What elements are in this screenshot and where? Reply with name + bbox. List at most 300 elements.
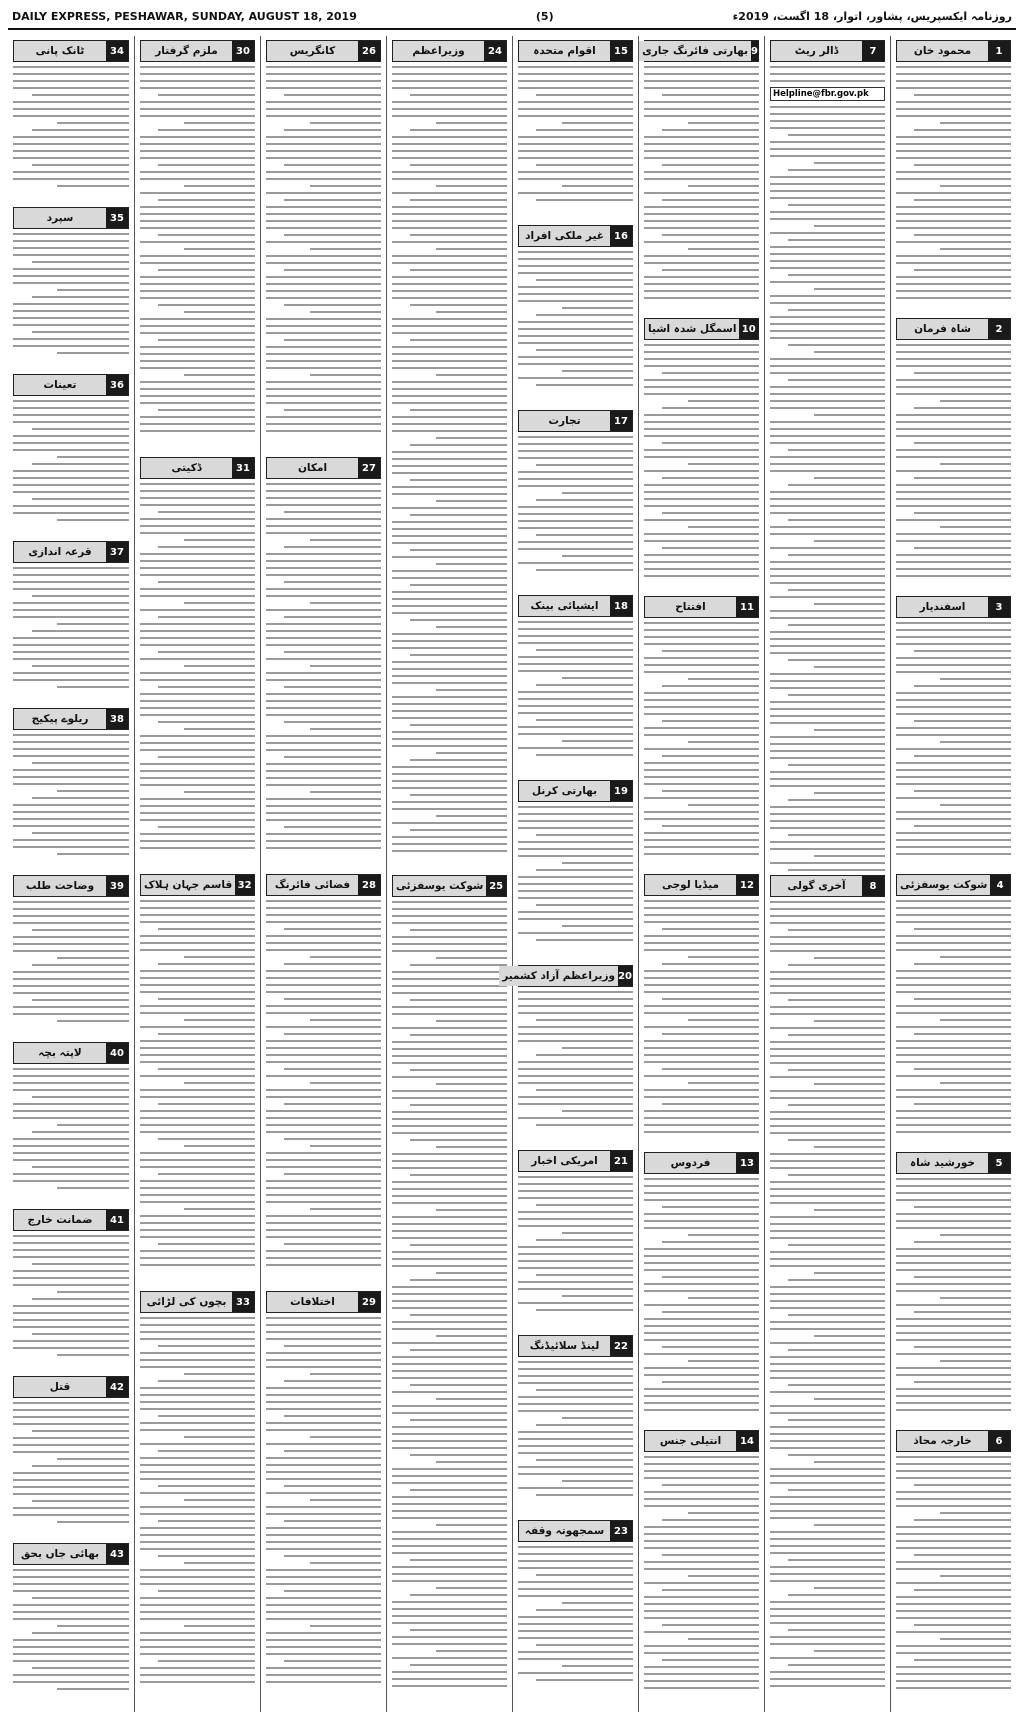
- text-line: [518, 841, 633, 843]
- text-line: [914, 1519, 1011, 1521]
- text-line: [644, 1131, 759, 1133]
- story-number: 39: [106, 876, 128, 896]
- text-line: [392, 745, 507, 747]
- text-line: [518, 820, 633, 822]
- text-line: [896, 991, 1011, 993]
- text-line: [13, 1653, 129, 1655]
- text-line: [518, 506, 633, 508]
- text-line: [896, 143, 1011, 145]
- text-line: [266, 1681, 381, 1683]
- text-line: [770, 1685, 885, 1687]
- text-line: [562, 307, 633, 309]
- text-line: [140, 1401, 255, 1403]
- text-line: [770, 1097, 885, 1099]
- news-story: [518, 1520, 633, 1699]
- text-line: [392, 206, 507, 208]
- text-line: [140, 532, 255, 534]
- text-line: [57, 1688, 129, 1690]
- text-line: [770, 190, 885, 192]
- text-line: [814, 1020, 885, 1022]
- text-line: [518, 1651, 633, 1653]
- text-line: [788, 1034, 885, 1036]
- text-line: [266, 430, 381, 432]
- text-line: [518, 450, 633, 452]
- text-line: [536, 1124, 633, 1126]
- text-line: [896, 1477, 1011, 1479]
- text-line: [896, 262, 1011, 264]
- text-line: [140, 423, 255, 425]
- text-line: [140, 1569, 255, 1571]
- text-line: [644, 101, 759, 103]
- text-line: [392, 971, 507, 973]
- text-line: [644, 213, 759, 215]
- text-line: [13, 755, 129, 757]
- text-line: [814, 1083, 885, 1085]
- text-line: [32, 1465, 129, 1467]
- text-line: [644, 435, 759, 437]
- text-line: [896, 1227, 1011, 1229]
- text-line: [788, 239, 885, 241]
- story-number: 17: [610, 411, 632, 431]
- story-headline: آخری گولی: [771, 876, 862, 896]
- text-line: [13, 1347, 129, 1349]
- text-line: [518, 548, 633, 550]
- text-line: [518, 1103, 633, 1105]
- text-line: [518, 1068, 633, 1070]
- text-line: [392, 640, 507, 642]
- text-line: [518, 1546, 633, 1548]
- text-line: [436, 311, 507, 313]
- text-line: [266, 900, 381, 902]
- text-line: [770, 1230, 885, 1232]
- story-headline: ملزم گرفتار: [141, 41, 232, 61]
- text-line: [13, 1235, 129, 1237]
- text-line: [788, 1244, 885, 1246]
- text-line: [13, 80, 129, 82]
- text-line: [896, 386, 1011, 388]
- story-headline: وزیراعظم: [393, 41, 484, 61]
- text-line: [662, 1206, 759, 1208]
- text-line: [266, 935, 381, 937]
- text-line: [13, 512, 129, 514]
- text-line: [644, 575, 759, 577]
- text-line: [896, 1026, 1011, 1028]
- text-line: [266, 1194, 381, 1196]
- text-line: [310, 1562, 381, 1564]
- text-line: [266, 1639, 381, 1641]
- text-line: [266, 644, 381, 646]
- text-line: [896, 1269, 1011, 1271]
- text-line: [770, 498, 885, 500]
- text-line: [13, 1006, 129, 1008]
- text-line: [140, 1352, 255, 1354]
- text-line: [518, 1581, 633, 1583]
- text-line: [266, 970, 381, 972]
- text-line: [392, 985, 507, 987]
- text-line: [814, 288, 885, 290]
- text-line: [140, 1005, 255, 1007]
- text-line: [392, 353, 507, 355]
- text-line: [266, 700, 381, 702]
- story-headline: فردوس: [645, 1153, 736, 1173]
- text-line: [266, 553, 381, 555]
- text-line: [518, 73, 633, 75]
- text-line: [788, 519, 885, 521]
- text-line: [392, 451, 507, 453]
- text-line: [896, 949, 1011, 951]
- text-line: [644, 970, 759, 972]
- text-line: [770, 908, 885, 910]
- text-line: [914, 512, 1011, 514]
- text-line: [13, 908, 129, 910]
- text-line: [392, 915, 507, 917]
- text-line: [392, 192, 507, 194]
- text-line: [266, 1047, 381, 1049]
- text-line: [392, 227, 507, 229]
- text-line: [266, 784, 381, 786]
- story-header: [770, 40, 885, 62]
- text-line: [896, 568, 1011, 570]
- text-line: [770, 512, 885, 514]
- text-line: [536, 534, 633, 536]
- story-body: [518, 1361, 633, 1496]
- text-line: [662, 1103, 759, 1105]
- text-line: [13, 407, 129, 409]
- news-story: [896, 1152, 1011, 1424]
- text-line: [13, 1082, 129, 1084]
- text-line: [184, 728, 255, 730]
- text-line: [518, 1452, 633, 1454]
- text-line: [140, 1152, 255, 1154]
- text-line: [518, 1403, 633, 1405]
- text-line: [140, 1159, 255, 1161]
- text-line: [644, 554, 759, 556]
- story-headline: انتیلی جنس: [645, 1431, 736, 1451]
- story-body: [896, 344, 1011, 577]
- text-line: [140, 108, 255, 110]
- text-line: [13, 672, 129, 674]
- story-number: 8: [862, 876, 884, 896]
- text-line: [518, 328, 633, 330]
- text-line: [13, 254, 129, 256]
- text-line: [644, 1040, 759, 1042]
- text-line: [436, 689, 507, 691]
- text-line: [814, 855, 885, 857]
- text-line: [562, 1665, 633, 1667]
- text-line: [13, 442, 129, 444]
- text-line: [13, 734, 129, 736]
- text-line: [13, 616, 129, 618]
- text-line: [914, 442, 1011, 444]
- story-header: [770, 875, 885, 897]
- text-line: [266, 1026, 381, 1028]
- text-line: [518, 1082, 633, 1084]
- text-line: [770, 463, 885, 465]
- text-line: [392, 87, 507, 89]
- text-line: [140, 73, 255, 75]
- text-line: [770, 757, 885, 759]
- text-line: [284, 1660, 381, 1662]
- text-line: [140, 504, 255, 506]
- text-line: [518, 1288, 633, 1290]
- text-line: [266, 1215, 381, 1217]
- text-line: [32, 331, 129, 333]
- text-line: [392, 738, 507, 740]
- text-line: [518, 66, 633, 68]
- text-line: [158, 546, 255, 548]
- story-body: [896, 900, 1011, 1133]
- text-line: [392, 717, 507, 719]
- text-line: [13, 484, 129, 486]
- text-line: [184, 665, 255, 667]
- text-line: [32, 1263, 129, 1265]
- text-line: [32, 1166, 129, 1168]
- text-line: [284, 129, 381, 131]
- text-line: [788, 1454, 885, 1456]
- text-line: [896, 853, 1011, 855]
- text-line: [392, 381, 507, 383]
- text-line: [896, 491, 1011, 493]
- text-line: [518, 1211, 633, 1213]
- story-headline: ضمانت خارج: [14, 1210, 106, 1230]
- text-line: [13, 477, 129, 479]
- text-line: [644, 1374, 759, 1376]
- text-line: [518, 747, 633, 749]
- text-line: [518, 1473, 633, 1475]
- text-line: [770, 1622, 885, 1624]
- text-line: [392, 1671, 507, 1673]
- text-line: [644, 1526, 759, 1528]
- story-headline: غیر ملکی افراد: [519, 226, 610, 246]
- text-line: [770, 1426, 885, 1428]
- text-line: [140, 949, 255, 951]
- text-line: [814, 414, 885, 416]
- text-line: [140, 1632, 255, 1634]
- text-line: [158, 1345, 255, 1347]
- text-line: [32, 762, 129, 764]
- text-line: [57, 289, 129, 291]
- text-line: [266, 297, 381, 299]
- text-line: [266, 805, 381, 807]
- text-line: [644, 1491, 759, 1493]
- text-line: [644, 942, 759, 944]
- text-line: [770, 1160, 885, 1162]
- text-line: [436, 1146, 507, 1148]
- text-line: [518, 1183, 633, 1185]
- story-body: [266, 900, 381, 1266]
- text-line: [662, 963, 759, 965]
- text-line: [57, 185, 129, 187]
- text-line: [644, 1568, 759, 1570]
- text-line: [13, 73, 129, 75]
- text-line: [896, 1353, 1011, 1355]
- text-line: [562, 1047, 633, 1049]
- text-line: [266, 1040, 381, 1042]
- text-line: [13, 1075, 129, 1077]
- text-line: [266, 360, 381, 362]
- text-line: [896, 456, 1011, 458]
- text-line: [266, 283, 381, 285]
- text-line: [770, 978, 885, 980]
- text-line: [392, 346, 507, 348]
- text-line: [13, 581, 129, 583]
- text-line: [158, 1520, 255, 1522]
- text-line: [788, 1664, 885, 1666]
- text-line: [140, 735, 255, 737]
- text-line: [392, 668, 507, 670]
- text-line: [392, 808, 507, 810]
- text-line: [896, 115, 1011, 117]
- story-number: 10: [739, 319, 758, 339]
- text-line: [770, 785, 885, 787]
- text-line: [32, 164, 129, 166]
- text-line: [770, 1531, 885, 1533]
- text-line: [436, 1020, 507, 1022]
- text-line: [788, 1629, 885, 1631]
- story-header: [13, 708, 129, 730]
- text-line: [788, 764, 885, 766]
- text-line: [436, 1398, 507, 1400]
- text-line: [140, 1089, 255, 1091]
- news-story: [266, 1291, 381, 1702]
- text-line: [644, 706, 759, 708]
- text-line: [688, 1360, 759, 1362]
- text-line: [140, 1429, 255, 1431]
- text-line: [644, 1402, 759, 1404]
- text-line: [518, 1225, 633, 1227]
- text-line: [266, 1443, 381, 1445]
- text-line: [32, 1667, 129, 1669]
- text-line: [266, 942, 381, 944]
- text-line: [896, 414, 1011, 416]
- text-line: [140, 136, 255, 138]
- text-line: [644, 484, 759, 486]
- text-line: [13, 825, 129, 827]
- text-line: [814, 603, 885, 605]
- text-line: [896, 1040, 1011, 1042]
- text-line: [392, 332, 507, 334]
- text-line: [140, 1257, 255, 1259]
- text-line: [392, 1167, 507, 1169]
- text-line: [770, 1377, 885, 1379]
- text-line: [392, 1216, 507, 1218]
- text-line: [266, 1005, 381, 1007]
- text-line: [392, 283, 507, 285]
- text-line: [310, 185, 381, 187]
- story-body: [518, 621, 633, 756]
- text-line: [788, 449, 885, 451]
- text-line: [184, 374, 255, 376]
- text-line: [770, 1356, 885, 1358]
- text-line: [896, 839, 1011, 841]
- text-line: [184, 248, 255, 250]
- text-line: [436, 437, 507, 439]
- text-line: [140, 220, 255, 222]
- text-line: [32, 296, 129, 298]
- text-line: [266, 1429, 381, 1431]
- text-line: [536, 754, 633, 756]
- text-line: [644, 1248, 759, 1250]
- text-line: [392, 570, 507, 572]
- text-line: [896, 1255, 1011, 1257]
- text-line: [266, 1408, 381, 1410]
- text-line: [266, 914, 381, 916]
- text-line: [13, 1674, 129, 1676]
- text-line: [140, 1194, 255, 1196]
- story-number: 13: [736, 1153, 758, 1173]
- text-line: [13, 87, 129, 89]
- text-line: [518, 670, 633, 672]
- text-line: [662, 94, 759, 96]
- text-line: [410, 724, 507, 726]
- news-story: [770, 875, 885, 1704]
- text-line: [896, 818, 1011, 820]
- text-line: [518, 663, 633, 665]
- news-story: [13, 1209, 129, 1370]
- text-line: [436, 1209, 507, 1211]
- story-headline: بھارتی کرنل: [519, 781, 610, 801]
- text-line: [644, 1470, 759, 1472]
- story-body: [140, 66, 255, 432]
- text-line: [814, 666, 885, 668]
- text-line: [644, 449, 759, 451]
- text-line: [896, 519, 1011, 521]
- text-line: [13, 421, 129, 423]
- page-number: (5): [535, 9, 554, 23]
- text-line: [536, 199, 633, 201]
- story-body: [644, 622, 759, 855]
- text-line: [32, 665, 129, 667]
- story-body: [13, 1402, 129, 1523]
- text-line: [896, 435, 1011, 437]
- text-line: [392, 66, 507, 68]
- text-line: [518, 733, 633, 735]
- text-line: [770, 743, 885, 745]
- text-line: [266, 206, 381, 208]
- text-line: [392, 1160, 507, 1162]
- masthead: [8, 6, 1016, 30]
- text-line: [644, 1603, 759, 1605]
- text-line: [914, 650, 1011, 652]
- text-line: [644, 136, 759, 138]
- text-line: [140, 66, 255, 68]
- text-line: [140, 777, 255, 779]
- text-line: [13, 1326, 129, 1328]
- story-header: [518, 40, 633, 62]
- story-header: [644, 40, 759, 62]
- text-line: [688, 741, 759, 743]
- text-line: [310, 122, 381, 124]
- text-line: [266, 178, 381, 180]
- text-line: [140, 588, 255, 590]
- story-body: [644, 1456, 759, 1689]
- text-line: [770, 197, 885, 199]
- text-line: [536, 1309, 633, 1311]
- text-line: [392, 73, 507, 75]
- text-line: [688, 804, 759, 806]
- text-line: [896, 1248, 1011, 1250]
- text-line: [13, 811, 129, 813]
- text-line: [896, 970, 1011, 972]
- text-line: [392, 836, 507, 838]
- text-line: [662, 1033, 759, 1035]
- text-line: [644, 984, 759, 986]
- text-line: [13, 1639, 129, 1641]
- text-line: [788, 1174, 885, 1176]
- story-body: [518, 251, 633, 386]
- text-line: [662, 1624, 759, 1626]
- text-line: [13, 1270, 129, 1272]
